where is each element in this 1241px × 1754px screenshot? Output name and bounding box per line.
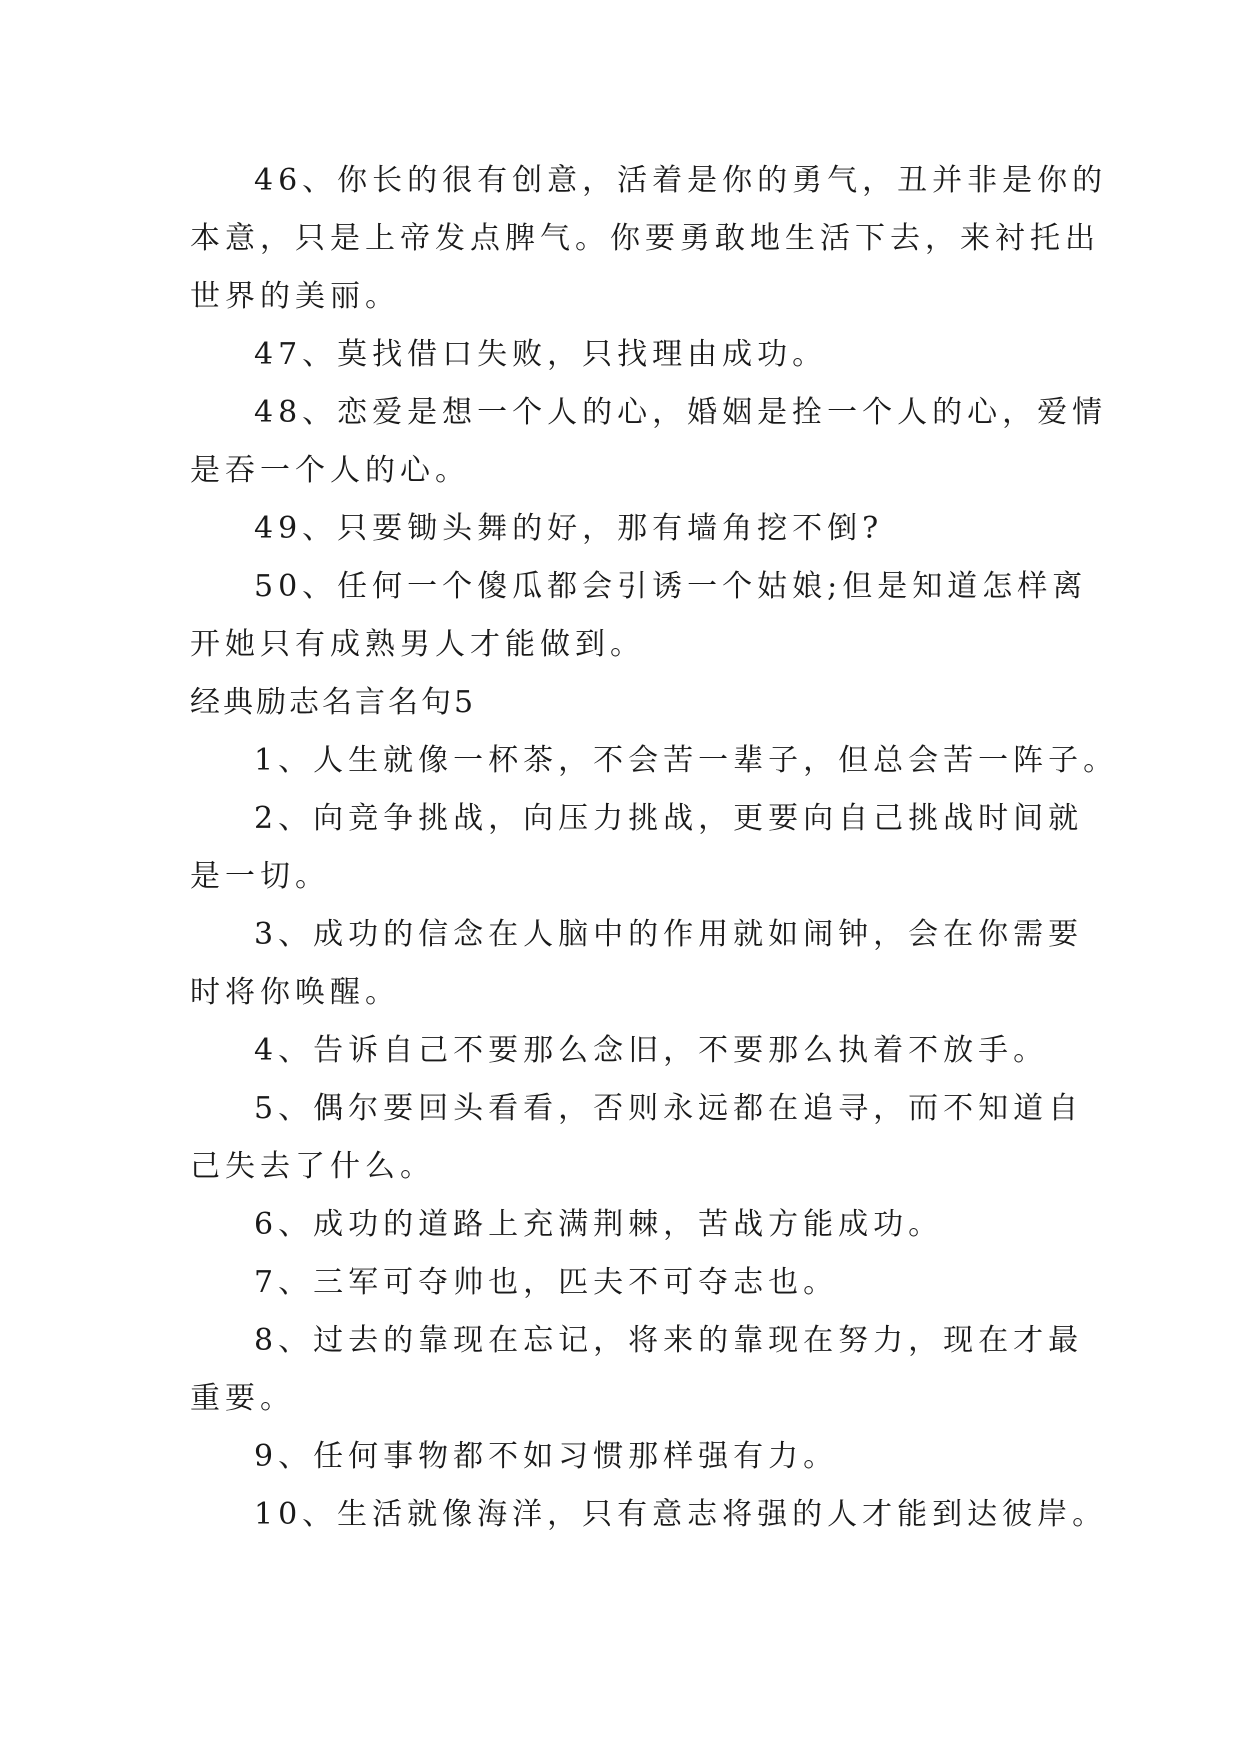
paragraph-49-line-1: 49、只要锄头舞的好，那有墙角挖不倒?	[254, 511, 884, 546]
quote-5-line-1: 5、偶尔要回头看看，否则永远都在追寻，而不知道自	[254, 1091, 1084, 1126]
section-heading: 经典励志名言名句5	[190, 685, 477, 720]
quote-4-line-1: 4、告诉自己不要那么念旧，不要那么执着不放手。	[254, 1033, 1049, 1068]
paragraph-50-line-1: 50、任何一个傻瓜都会引诱一个姑娘;但是知道怎样离	[254, 569, 1088, 604]
quote-7-line-1: 7、三军可夺帅也，匹夫不可夺志也。	[254, 1265, 839, 1300]
quote-5-line-2: 己失去了什么。	[190, 1149, 435, 1184]
paragraph-46-line-1: 46、你长的很有创意，活着是你的勇气，丑并非是你的	[254, 163, 1108, 198]
quote-2-line-2: 是一切。	[190, 859, 330, 894]
quote-3-line-2: 时将你唤醒。	[190, 975, 400, 1010]
paragraph-46-line-2: 本意，只是上帝发点脾气。你要勇敢地生活下去，来衬托出	[190, 221, 1100, 256]
paragraph-50-line-2: 开她只有成熟男人才能做到。	[190, 627, 645, 662]
quote-8-line-1: 8、过去的靠现在忘记，将来的靠现在努力，现在才最	[254, 1323, 1084, 1358]
paragraph-48-line-1: 48、恋爱是想一个人的心，婚姻是拴一个人的心，爱情	[254, 395, 1108, 430]
document-page	[190, 152, 1119, 1544]
quote-9-line-1: 9、任何事物都不如习惯那样强有力。	[254, 1439, 839, 1474]
quote-6-line-1: 6、成功的道路上充满荆棘，苦战方能成功。	[254, 1207, 944, 1242]
quote-8-line-2: 重要。	[190, 1381, 295, 1416]
paragraph-46-line-3: 世界的美丽。	[190, 279, 400, 314]
paragraph-47-line-1: 47、莫找借口失败，只找理由成功。	[254, 337, 828, 372]
quote-1-line-1: 1、人生就像一杯茶，不会苦一辈子，但总会苦一阵子。	[254, 743, 1119, 778]
quote-2-line-1: 2、向竞争挑战，向压力挑战，更要向自己挑战时间就	[254, 801, 1084, 836]
quote-10-line-1: 10、生活就像海洋，只有意志将强的人才能到达彼岸。	[254, 1497, 1108, 1532]
paragraph-48-line-2: 是吞一个人的心。	[190, 453, 470, 488]
quote-3-line-1: 3、成功的信念在人脑中的作用就如闹钟，会在你需要	[254, 917, 1084, 952]
